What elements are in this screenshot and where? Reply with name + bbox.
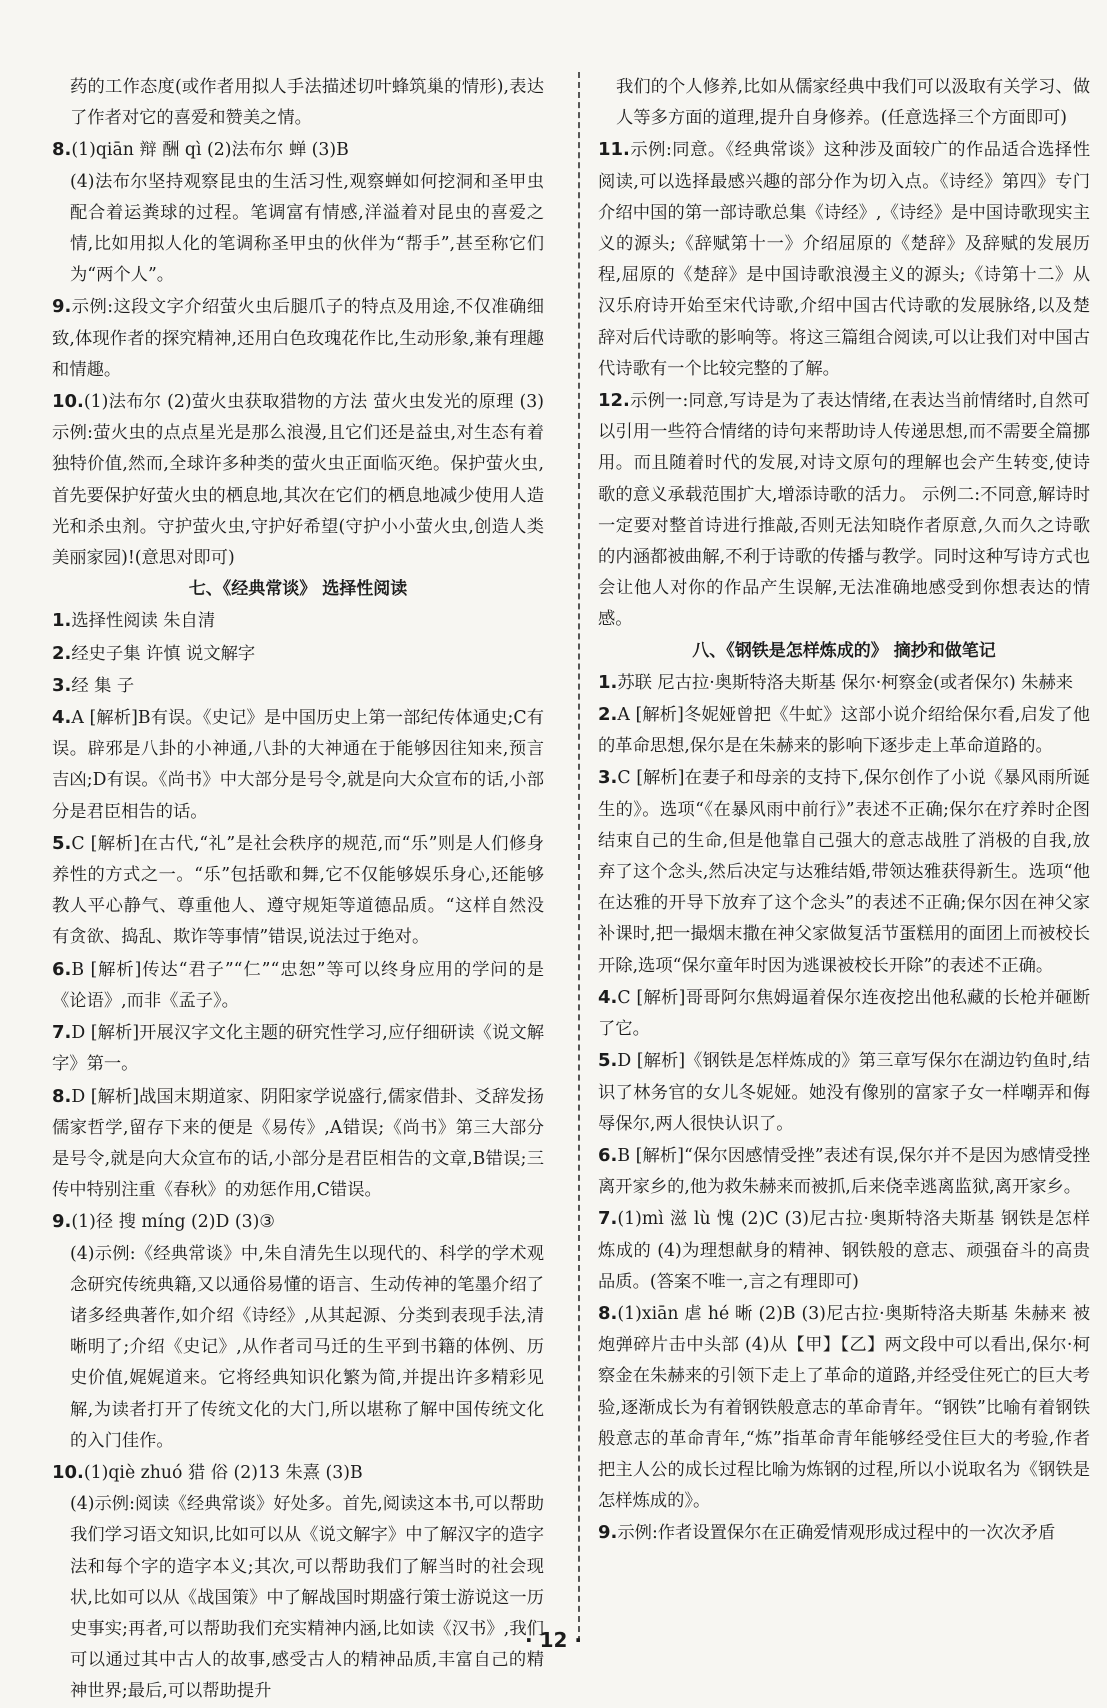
item-text: (1)mì 滋 lù 愧 (2)C (3)尼古拉·奥斯特洛夫斯基 钢铁是怎样炼成的 (4)为理想献身的精神、钢铁般的意志、顽强奋斗的高贵品质。(答案不唯一,言之有理即可) bbox=[598, 1209, 1090, 1292]
item-number: 7. bbox=[598, 1208, 618, 1230]
answer-item bbox=[52, 1081, 544, 1207]
answer-continuation bbox=[52, 1489, 544, 1707]
answer-item bbox=[598, 699, 1090, 762]
column-divider bbox=[578, 72, 580, 1642]
item-text: 示例:同意。《经典常谈》这种涉及面较广的作品适合选择性阅读,可以选择最感兴趣的部分作为切入点。《诗经》第四》专门介绍中国的第一部诗歌总集《诗经》,《诗经》是中国诗歌现实主义的源头;《辞赋第十一》介绍屈原的《楚辞》及辞赋的发展历程,屈原的《楚辞》是中国诗歌浪漫主义的源头;《诗第十二》从汉乐府诗开始至宋代诗歌,介绍中国古代诗歌的发展脉络,以及楚辞对后代诗歌的影响等。将这三篇组合阅读,可以让我们对中国古代诗歌有一个比较完整的了解。 bbox=[598, 140, 1090, 379]
answer-item bbox=[598, 1517, 1090, 1549]
right-column bbox=[598, 72, 1090, 1550]
item-number: 11. bbox=[598, 139, 630, 161]
answer-item bbox=[52, 1457, 544, 1489]
answer-continuation bbox=[52, 72, 544, 134]
item-text: A [解析]冬妮娅曾把《牛虻》这部小说介绍给保尔看,启发了他的革命思想,保尔是在朱赫来的影响下逐步走上革命道路的。 bbox=[598, 705, 1090, 757]
continuation-text: 我们的个人修养,比如从儒家经典中我们可以汲取有关学习、做人等多方面的道理,提升自身修养。(任意选择三个方面即可) bbox=[616, 77, 1090, 129]
answer-item bbox=[598, 385, 1090, 636]
item-text: (1)径 搜 míng (2)D (3)③ bbox=[71, 1212, 275, 1233]
answer-item bbox=[598, 762, 1090, 981]
continuation-text: (4)示例:阅读《经典常谈》好处多。首先,阅读这本书,可以帮助我们学习语文知识,比如可以从《说文解字》中了解汉字的造字法和每个字的造字本义;其次,可以帮助我们了解当时的社会现状,比如可以从《战国策》中了解战国时期盛行策士游说这一历史事实;再者,可以帮助我们充实精神内涵,比如读《汉书》,我们可以通过其中古人的故事,感受古人的精神品质,丰富自己的精神世界;最后,可以帮助提升 bbox=[70, 1494, 544, 1702]
item-number: 10. bbox=[52, 391, 84, 413]
answer-item bbox=[52, 638, 544, 670]
item-text: 示例:作者设置保尔在正确爱情观形成过程中的一次次矛盾 bbox=[617, 1523, 1056, 1544]
answer-item bbox=[52, 1206, 544, 1238]
item-text: (1)qiān 辩 酬 qì (2)法布尔 蝉 (3)B bbox=[71, 140, 349, 161]
item-number: 2. bbox=[598, 704, 618, 726]
item-number: 6. bbox=[52, 958, 72, 980]
item-text: (1)法布尔 (2)萤火虫获取猎物的方法 萤火虫发光的原理 (3)示例:萤火虫的点点星光是那么浪漫,且它们还是益虫,对生态有着独特价值,然而,全球许多种类的萤火虫正面临灭绝。保护萤火虫,首先要保护好萤火虫的栖息地,其次在它们的栖息地减少使用人造光和杀虫剂。守护萤火虫,守护好希望(守护小小萤火虫,创造人类美丽家园)!(意思对即可) bbox=[52, 392, 544, 569]
item-text: B [解析]“保尔因感情受挫”表述有误,保尔并不是因为感情受挫离开家乡的,他为救朱赫来而被抓,后来侥幸逃离监狱,离开家乡。 bbox=[598, 1145, 1090, 1198]
section-title: 七、《经典常谈》 选择性阅读 bbox=[188, 579, 408, 600]
item-text: (1)xiān 虐 hé 晰 (2)B (3)尼古拉·奥斯特洛夫斯基 朱赫来 被炮弹碎片击中头部 (4)从【甲】【乙】两文段中可以看出,保尔·柯察金在朱赫来的引领下走上了革命的道路,并经受住死亡的巨大考验,逐渐成长为有着钢铁般意志的革命青年。“钢铁”比喻有着钢铁般意志的革命青年,“炼”指革命青年能够经受住巨大的考验,作者把主人公的成长过程比喻为炼钢的过程,所以小说取名为《钢铁是怎样炼成的》。 bbox=[598, 1303, 1090, 1512]
item-number: 1. bbox=[598, 671, 618, 693]
item-number: 8. bbox=[52, 139, 72, 161]
answer-item bbox=[52, 386, 544, 574]
answer-continuation bbox=[52, 1239, 544, 1457]
answer-continuation bbox=[52, 167, 544, 292]
page-number: · 12 · bbox=[525, 1628, 582, 1652]
item-text: 苏联 尼古拉·奥斯特洛夫斯基 保尔·柯察金(或者保尔) 朱赫来 bbox=[617, 672, 1074, 693]
item-text: B [解析]传达“君子”“仁”“忠恕”等可以终身应用的学问的是《论语》,而非《孟子》。 bbox=[52, 959, 544, 1011]
answer-item bbox=[52, 291, 544, 386]
item-text: C [解析]哥哥阿尔焦姆逼着保尔连夜挖出他私藏的长枪并砸断了它。 bbox=[598, 987, 1090, 1040]
item-number: 8. bbox=[598, 1302, 618, 1324]
item-number: 3. bbox=[598, 767, 618, 789]
answer-item bbox=[52, 1017, 544, 1080]
item-number: 4. bbox=[52, 707, 72, 729]
item-text: 选择性阅读 朱自清 bbox=[71, 611, 216, 632]
item-number: 4. bbox=[598, 986, 618, 1008]
item-text: D [解析]开展汉字文化主题的研究性学习,应仔细研读《说文解字》第一。 bbox=[52, 1023, 544, 1075]
continuation-text: (4)法布尔坚持观察昆虫的生活习性,观察蝉如何挖洞和圣甲虫配合着运粪球的过程。笔调富有情感,洋溢着对昆虫的喜爱之情,比如用拟人化的笔调称圣甲虫的伙伴为“帮手”,甚至称它们为“两个人”。 bbox=[70, 171, 544, 286]
item-number: 1. bbox=[52, 610, 72, 632]
answer-item bbox=[598, 1203, 1090, 1298]
section-title: 八、《钢铁是怎样炼成的》 摘抄和做笔记 bbox=[692, 640, 996, 661]
item-text: A [解析]B有误。《史记》是中国历史上第一部纪传体通史;C有误。辟邪是八卦的小神通,八卦的大神通在于能够因往知来,预言吉凶;D有误。《尚书》中大部分是号令,就是向大众宣布的话,小部分是君臣相告的话。 bbox=[52, 708, 544, 822]
item-number: 7. bbox=[52, 1022, 72, 1044]
answer-item bbox=[598, 1298, 1090, 1517]
item-number: 2. bbox=[52, 642, 72, 664]
item-text: D [解析]《钢铁是怎样炼成的》第三章写保尔在湖边钓鱼时,结识了林务官的女儿冬妮娅。她没有像别的富家子女一样嘲弄和侮辱保尔,两人很快认识了。 bbox=[598, 1051, 1090, 1134]
answer-item bbox=[52, 828, 544, 954]
item-text: 示例一:同意,写诗是为了表达情绪,在表达当前情绪时,自然可以引用一些符合情绪的诗句来帮助诗人传递思想,而不需要全篇挪用。而且随着时代的发展,对诗文原句的理解也会产生转变,使诗歌的意义承载范围扩大,增添诗歌的活力。 示例二:不同意,解诗时一定要对整首诗进行推敲,否则无法知晓作者原意,久而久之诗歌的内涵都被曲解,不利于诗歌的传播与教学。同时这种写诗方式也会让他人对你的作品产生误解,无法准确地感受到你想表达的情感。 bbox=[598, 391, 1090, 630]
answer-item bbox=[52, 702, 544, 828]
answer-continuation bbox=[598, 72, 1090, 134]
item-text: C [解析]在妻子和母亲的支持下,保尔创作了小说《暴风雨所诞生的》。选项“《在暴风雨中前行》”表述不正确;保尔在疗养时企图结束自己的生命,但是他靠自己强大的意志战胜了消极的自我,放弃了这个念头,然后决定与达雅结婚,带领达雅获得新生。选项“他在达雅的开导下放弃了这个念头”的表述不正确;保尔因在神父家补课时,把一撮烟末撒在神父家做复活节蛋糕用的面团上而被校长开除,选项“保尔童年时因为逃课被校长开除”的表述不正确。 bbox=[598, 768, 1090, 976]
section-heading bbox=[598, 636, 1090, 667]
item-text: (1)qiè zhuó 猎 俗 (2)13 朱熹 (3)B bbox=[83, 1462, 363, 1483]
item-text: 经 集 子 bbox=[71, 675, 135, 696]
item-number: 5. bbox=[52, 832, 72, 854]
item-text: C [解析]在古代,“礼”是社会秩序的规范,而“乐”则是人们修身养性的方式之一。“乐”包括歌和舞,它不仅能够娱乐身心,还能够教人平心静气、尊重他人、遵守规矩等道德品质。“这样自然没有贪欲、捣乱、欺诈等事情”错误,说法过于绝对。 bbox=[52, 833, 544, 948]
item-number: 10. bbox=[52, 1461, 84, 1483]
item-number: 9. bbox=[52, 296, 72, 318]
answer-item bbox=[52, 605, 544, 637]
answer-item bbox=[598, 134, 1090, 385]
answer-item bbox=[52, 954, 544, 1017]
left-column bbox=[52, 72, 544, 1708]
item-number: 9. bbox=[598, 1522, 618, 1544]
item-number: 8. bbox=[52, 1085, 72, 1107]
answer-item bbox=[598, 1140, 1090, 1203]
answer-item bbox=[598, 1045, 1090, 1140]
item-text: D [解析]战国末期道家、阴阳家学说盛行,儒家借卦、爻辞发扬儒家哲学,留存下来的便是《易传》,A错误;《尚书》第三大部分是号令,就是向大众宣布的话,小部分是君臣相告的文章,B错误;三传中特别注重《春秋》的劝惩作用,C错误。 bbox=[52, 1086, 544, 1201]
answer-item bbox=[52, 670, 544, 702]
answer-item bbox=[598, 667, 1090, 699]
item-number: 6. bbox=[598, 1144, 618, 1166]
item-number: 3. bbox=[52, 674, 72, 696]
item-number: 9. bbox=[52, 1211, 72, 1233]
section-heading bbox=[52, 574, 544, 605]
item-text: 经史子集 许慎 说文解字 bbox=[71, 643, 256, 664]
continuation-text: (4)示例:《经典常谈》中,朱自清先生以现代的、科学的学术观念研究传统典籍,又以通俗易懂的语言、生动传神的笔墨介绍了诸多经典著作,如介绍《诗经》,从其起源、分类到表现手法,清晰明了;介绍《史记》,从作者司马迁的生平到书籍的体例、历史价值,娓娓道来。它将经典知识化繁为简,并提出许多精彩见解,为读者打开了传统文化的大门,所以堪称了解中国传统文化的入门佳作。 bbox=[70, 1243, 544, 1451]
item-number: 12. bbox=[598, 390, 630, 412]
item-number: 5. bbox=[598, 1050, 618, 1072]
answer-item bbox=[598, 982, 1090, 1045]
continuation-text: 药的工作态度(或作者用拟人手法描述切叶蜂筑巢的情形),表达了作者对它的喜爱和赞美之情。 bbox=[70, 77, 544, 129]
item-text: 示例:这段文字介绍萤火虫后腿爪子的特点及用途,不仅准确细致,体现作者的探究精神,还用白色玫瑰花作比,生动形象,兼有理趣和情趣。 bbox=[52, 297, 544, 380]
answer-item bbox=[52, 134, 544, 166]
